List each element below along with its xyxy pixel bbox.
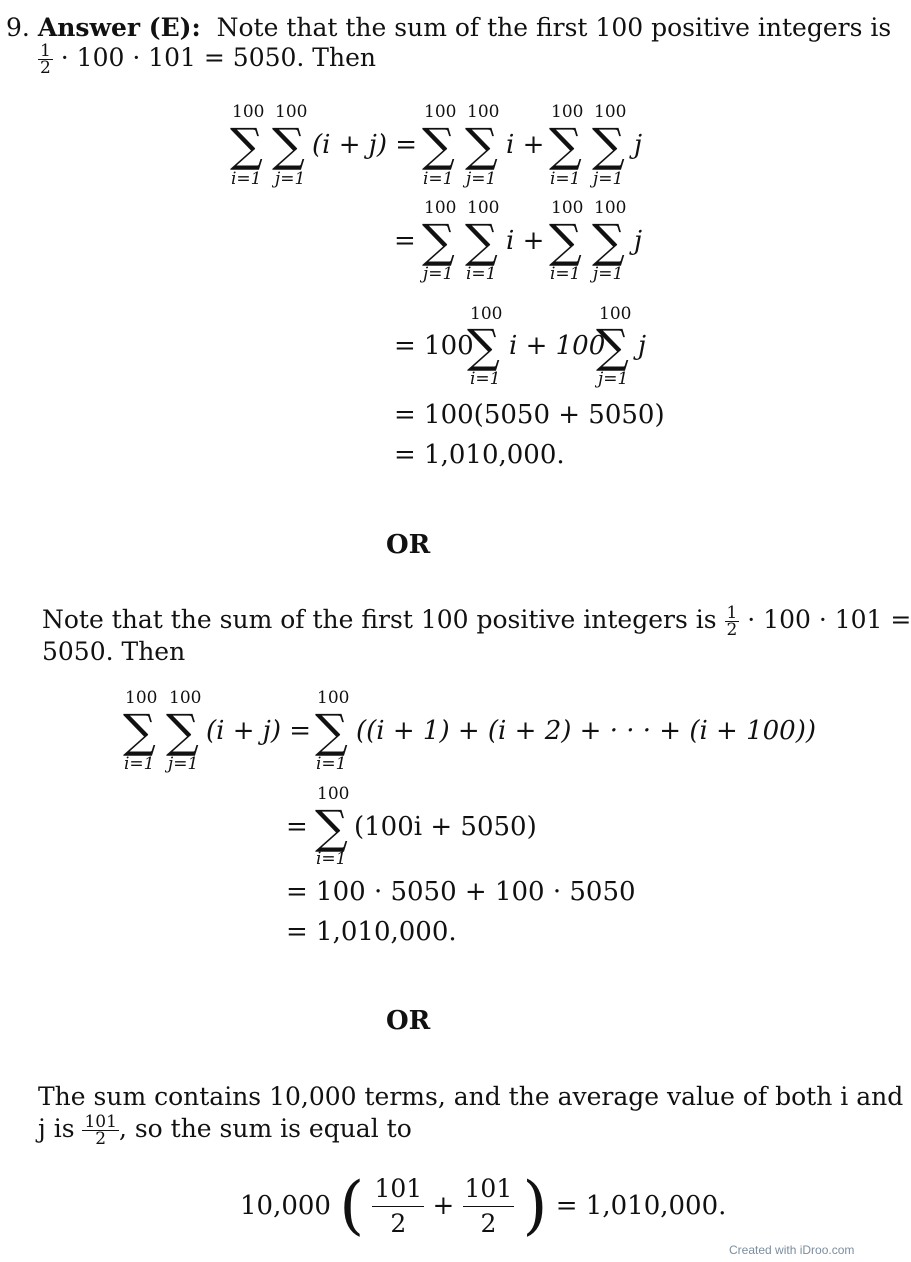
method2-intro-text: Note that the sum of the first 100 positive integers is [42, 605, 717, 634]
sigma-icon: ∑ [596, 319, 629, 373]
limit: j=1 [275, 169, 306, 189]
sigma-icon: ∑ [465, 118, 498, 172]
left-paren: ( [339, 1169, 365, 1243]
sigma-icon: ∑ [549, 118, 582, 172]
sigma-icon: ∑ [592, 118, 625, 172]
intro-tail: · 100 · 101 = 5050. Then [60, 43, 376, 72]
avg-den: 2 [82, 1130, 118, 1147]
eq-prefix: 10,000 [240, 1191, 331, 1221]
fraction [463, 1172, 515, 1241]
limit: j=1 [168, 754, 199, 774]
frac-num: 101 [374, 1173, 423, 1203]
method3-line2-start: j is [38, 1114, 75, 1143]
sigma-icon: ∑ [422, 214, 455, 268]
frac-den: 2 [463, 1206, 515, 1241]
sigma-icon: ∑ [230, 118, 263, 172]
step-prefix: = 100 [394, 331, 474, 361]
term: i + [506, 226, 545, 256]
limit: 100 [551, 102, 584, 122]
watermark: Created with iDroo.com [729, 1243, 855, 1257]
frac-den: 2 [372, 1206, 424, 1241]
limit: 100 [125, 688, 158, 708]
sigma-icon: ∑ [123, 704, 156, 758]
method2-step4: = 1,010,000. [286, 917, 457, 947]
problem-intro [6, 12, 891, 43]
fraction [372, 1172, 424, 1241]
limit: j=1 [593, 169, 624, 189]
limit: i=1 [550, 264, 581, 284]
limit: 100 [594, 102, 627, 122]
eq-result: = 1,010,000. [555, 1191, 727, 1221]
method2-intro-tail: · 100 · 101 = [747, 605, 911, 634]
method2-step3: = 100 · 5050 + 100 · 5050 [286, 877, 636, 907]
limit: i=1 [423, 169, 454, 189]
method3-line2-end: , so the sum is equal to [118, 1114, 412, 1143]
sigma-icon: ∑ [315, 704, 348, 758]
avg-fraction [82, 1114, 118, 1147]
half-num: 1 [40, 41, 51, 61]
term: j [634, 226, 643, 256]
half-den: 2 [726, 620, 738, 640]
sigma-icon: ∑ [315, 800, 348, 854]
equals: = [286, 812, 308, 842]
limit: i=1 [231, 169, 262, 189]
problem-number: 9. [6, 13, 30, 42]
limit: 100 [424, 102, 457, 122]
final-equation [240, 1170, 726, 1241]
intro-line-2 [38, 42, 376, 76]
sigma-icon: ∑ [549, 214, 582, 268]
sigma-icon: ∑ [592, 214, 625, 268]
half-den: 2 [40, 58, 51, 78]
sigma-icon: ∑ [166, 704, 199, 758]
term: i + [506, 130, 545, 160]
term: j [638, 331, 647, 361]
answer-label: Answer (E): [37, 13, 201, 42]
term: (i + j) = [206, 716, 312, 746]
limit: 100 [467, 198, 500, 218]
term: j [634, 130, 643, 160]
avg-num: 101 [84, 1112, 117, 1132]
term: i + 100 [509, 331, 606, 361]
method1-step4: = 100(5050 + 5050) [394, 400, 665, 430]
limit: 100 [551, 198, 584, 218]
sigma-icon: ∑ [467, 319, 500, 373]
right-paren: ) [522, 1169, 548, 1243]
limit: 100 [275, 102, 308, 122]
limit: i=1 [466, 264, 497, 284]
half-num: 1 [726, 603, 738, 623]
method3-line1: The sum contains 10,000 terms, and the average value of both i and [38, 1082, 904, 1111]
intro-text: Note that the sum of the first 100 positive integers is [216, 13, 892, 42]
sigma-icon: ∑ [272, 118, 305, 172]
limit: 100 [317, 784, 350, 804]
limit: 100 [424, 198, 457, 218]
limit: 100 [232, 102, 265, 122]
limit: i=1 [550, 169, 581, 189]
half-fraction [725, 605, 740, 638]
method3-line2 [38, 1113, 412, 1147]
term: ((i + 1) + (i + 2) + · · · + (i + 100)) [356, 716, 817, 746]
term: (i + j) = [312, 130, 418, 160]
limit: 100 [599, 304, 632, 324]
limit: j=1 [598, 369, 629, 389]
limit: i=1 [316, 849, 347, 869]
limit: 100 [317, 688, 350, 708]
limit: i=1 [470, 369, 501, 389]
half-fraction [38, 43, 53, 76]
term: (100i + 5050) [354, 812, 537, 842]
limit: i=1 [124, 754, 155, 774]
limit: 100 [467, 102, 500, 122]
sigma-icon: ∑ [465, 214, 498, 268]
method1-step5: = 1,010,000. [394, 440, 565, 470]
limit: 100 [169, 688, 202, 708]
frac-num: 101 [464, 1173, 513, 1203]
equals: = [394, 226, 416, 256]
limit: j=1 [466, 169, 497, 189]
eq-plus: + [432, 1191, 455, 1221]
limit: j=1 [423, 264, 454, 284]
or-divider: OR [386, 530, 431, 560]
limit: 100 [470, 304, 503, 324]
method2-intro-line1 [42, 604, 911, 638]
limit: i=1 [316, 754, 347, 774]
method2-intro-line2: 5050. Then [42, 637, 186, 666]
limit: j=1 [593, 264, 624, 284]
sigma-icon: ∑ [422, 118, 455, 172]
limit: 100 [594, 198, 627, 218]
or-divider: OR [386, 1006, 431, 1036]
